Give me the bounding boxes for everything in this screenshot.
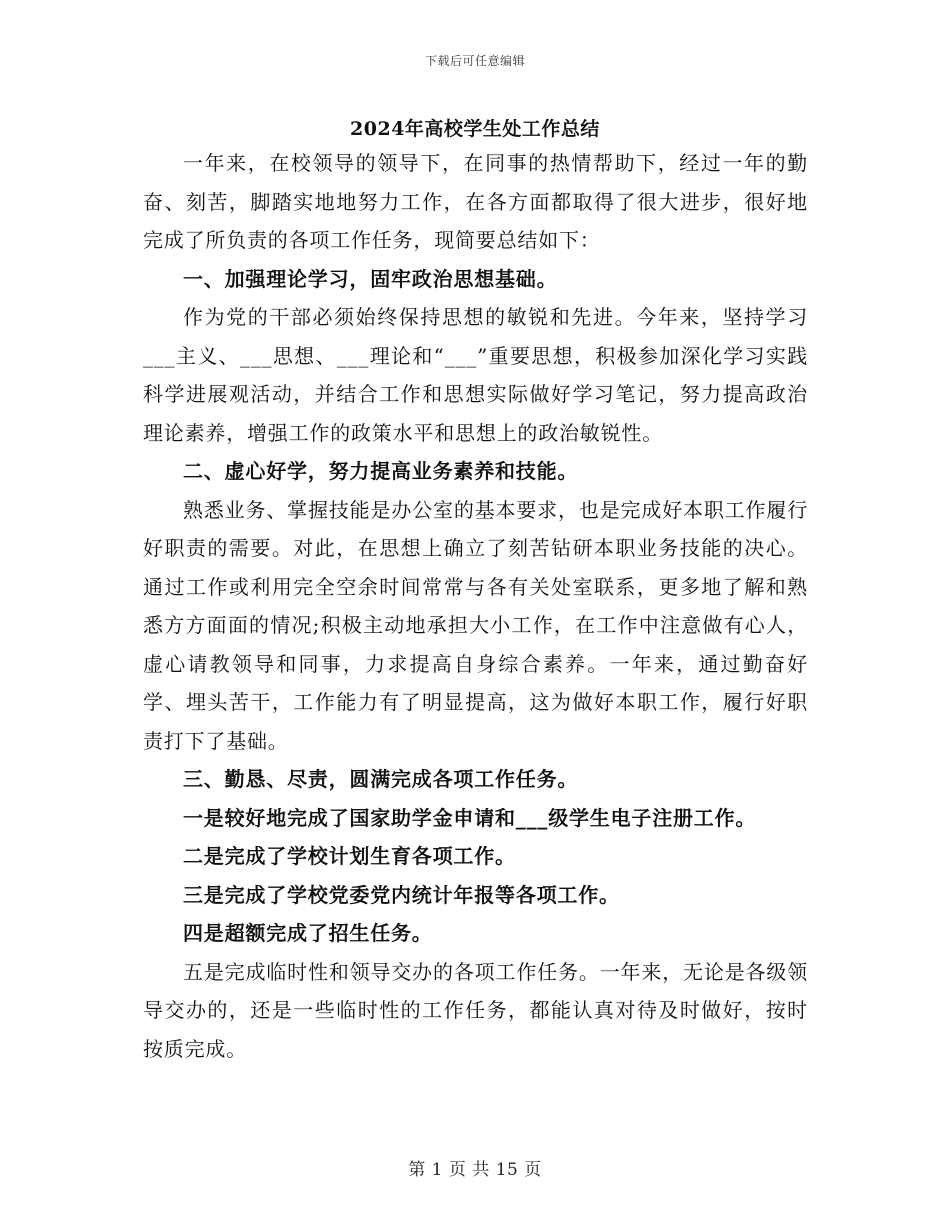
header-note: 下载后可任意编辑: [424, 54, 525, 68]
task-item-3: 三是完成了学校党委党内统计年报等各项工作。: [183, 882, 620, 907]
task-item-5-paragraph: 五是完成临时性和领导交办的各项工作任务。一年来，无论是各级领导交办的，还是一些临时性的工作任务，都能认真对待及时做好，按时按质完成。: [143, 959, 808, 1061]
section-heading-1: 一、加强理论学习，固牢政治思想基础。: [183, 266, 558, 291]
section-heading-3: 三、勤恳、尽责，圆满完成各项工作任务。: [183, 767, 579, 791]
page-footer: 第 1 页 共 15 页: [408, 1160, 542, 1180]
section-1-paragraph: 作为党的干部必须始终保持思想的敏锐和先进。今年来，坚持学习___主义、___思想、___理论和“___”重要思想，积极参加深化学习实践科学进展观活动，并结合工作和思想实际做好学习笔记，努力提高政治理论素养，增强工作的政策水平和思想上的政治敏锐性。: [143, 305, 808, 445]
task-item-2: 二是完成了学校计划生育各项工作。: [183, 844, 516, 868]
section-heading-2: 二、虚心好学，努力提高业务素养和技能。: [183, 459, 579, 483]
document-body: [143, 144, 808, 1068]
document-title: 2024年高校学生处工作总结: [350, 118, 600, 140]
intro-paragraph: 一年来，在校领导的领导下，在同事的热情帮助下，经过一年的勤奋、刻苦，脚踏实地地努力工作，在各方面都取得了很大进步，很好地完成了所负责的各项工作任务，现简要总结如下：: [143, 151, 808, 252]
task-item-1: 一是较好地完成了国家助学金申请和___级学生电子注册工作。: [183, 805, 757, 830]
task-item-4: 四是超额完成了招生任务。: [183, 921, 433, 945]
section-2-paragraph: 熟悉业务、掌握技能是办公室的基本要求，也是完成好本职工作履行好职责的需要。对此，在思想上确立了刻苦钻研本职业务技能的决心。通过工作或利用完全空余时间常常与各有关处室联系，更多地了解和熟悉方方面面的情况;积极主动地承担大小工作，在工作中注意做有心人，虚心请教领导和同事，力求提高自身综合素养。一年来，通过勤奋好学、埋头苦干，工作能力有了明显提高，这为做好本职工作，履行好职责打下了基础。: [143, 497, 808, 753]
